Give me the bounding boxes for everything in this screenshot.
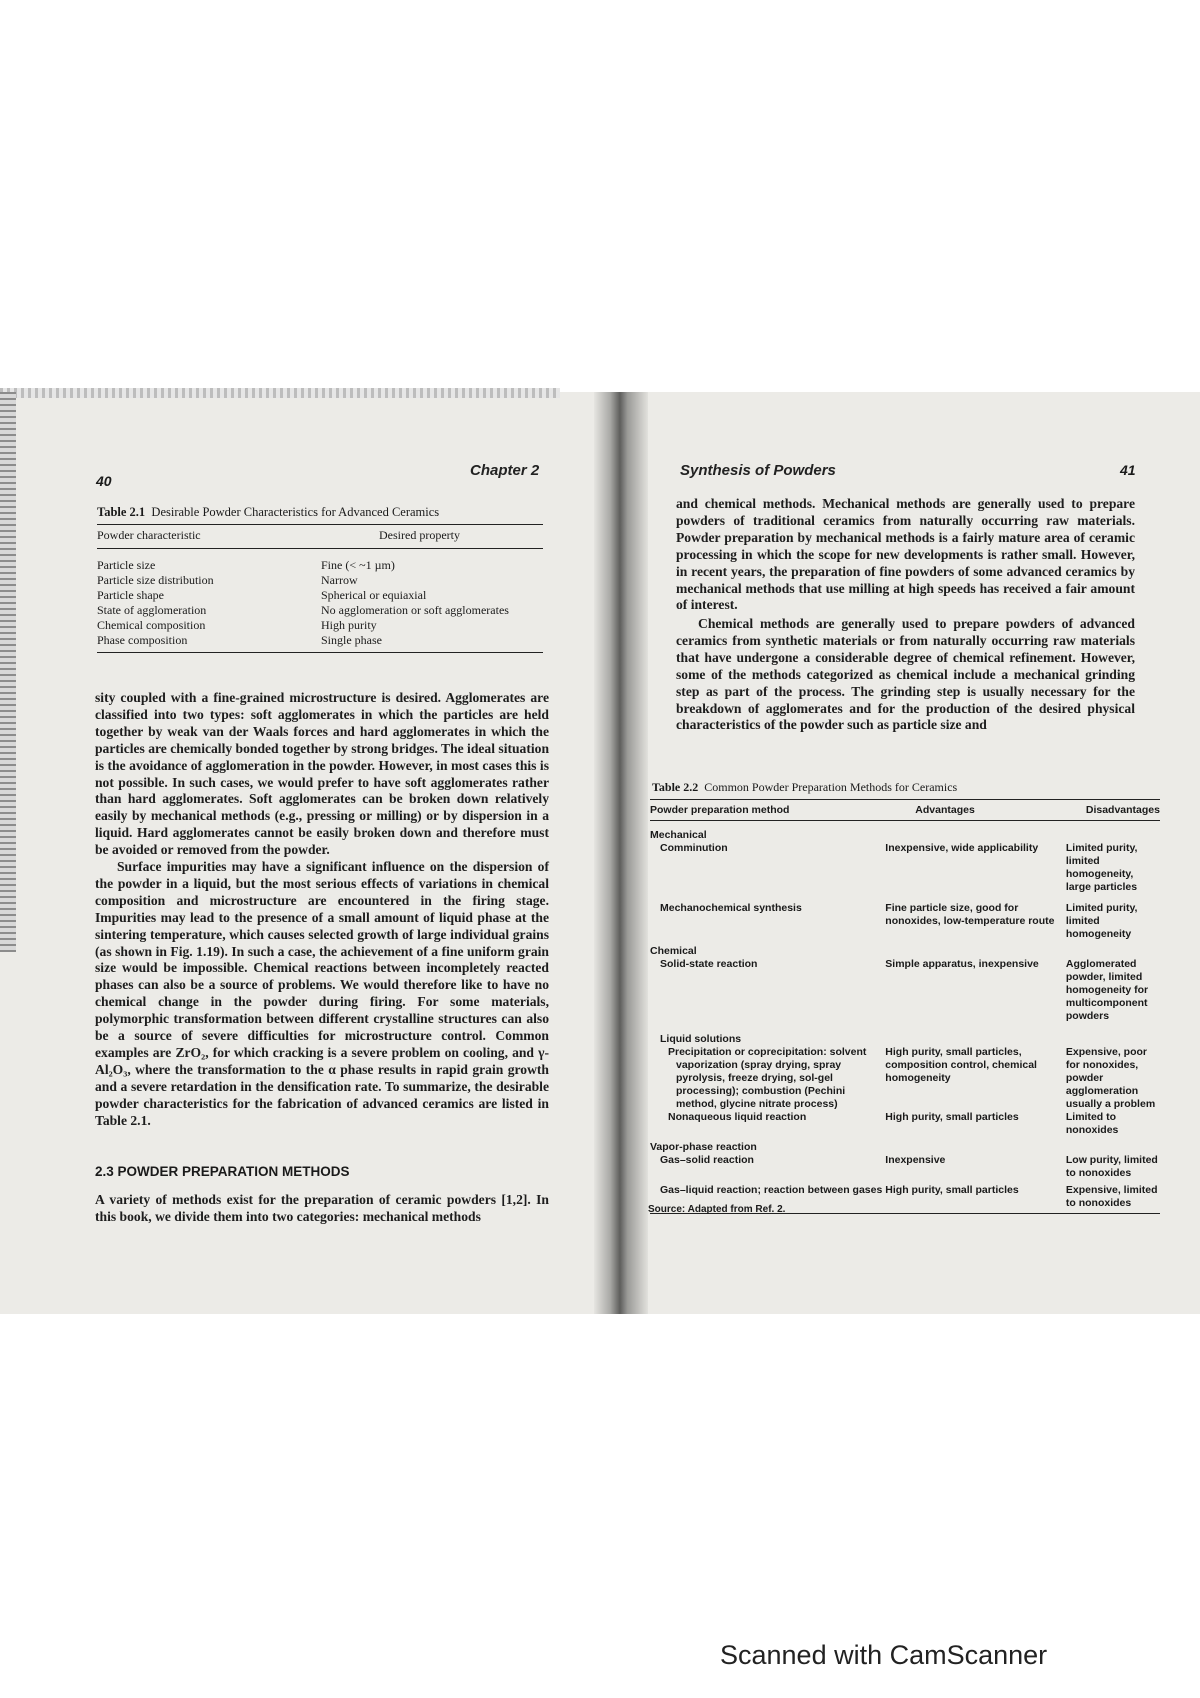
table-cell: Gas–liquid reaction; reaction between gases — [660, 1184, 883, 1196]
table-cell: Solid-state reaction — [660, 958, 758, 970]
table-cell: Inexpensive — [885, 1154, 946, 1166]
left-running-head: Chapter 2 — [470, 462, 540, 479]
left-page-number: 40 — [96, 473, 112, 489]
left-paragraph-3: A variety of methods exist for the preparation of ceramic powders [1,2]. In this book, we divide them into two categories: mechanical methods — [95, 1192, 549, 1224]
right-paragraph-2: Chemical methods are generally used to prepare powders of advanced ceramics from synthetic materials or from naturally occurring raw materials that have undergone a considerable degree of chemical refinement. However, some of the methods categorized as chemical include a mechanical grinding step as part of the process. The grinding step is usually necessary for the breakdown of agglomerates and for the production of the desired physical characteristics of the powder such as particle size and — [676, 616, 1135, 733]
table-cell: Expensive, poor for nonoxides, powder agglomeration usually a problem — [1065, 1046, 1156, 1110]
table-2-2-header-advantages: Advantages — [915, 804, 975, 816]
table-2-2-header-method: Powder preparation method — [650, 804, 790, 816]
table-cell: High purity — [321, 618, 377, 632]
table-row — [97, 618, 543, 633]
table-cell: Limited to nonoxides — [1065, 1111, 1119, 1136]
table-cell: Simple apparatus, inexpensive — [885, 958, 1039, 970]
table-cell: Nonaqueous liquid reaction — [668, 1111, 807, 1123]
table-row — [650, 941, 1160, 958]
table-2-1-header-characteristic: Powder characteristic — [97, 528, 201, 542]
scanner-watermark: Scanned with CamScanner — [720, 1640, 1048, 1670]
table-cell: Agglomerated powder, limited homogeneity for multicomponent powders — [1065, 958, 1149, 1022]
table-2-2-source-note: Source: Adapted from Ref. 2. — [648, 1204, 786, 1215]
table-2-1-label: Table 2.1 — [97, 505, 146, 519]
right-paragraph-1: and chemical methods. Mechanical methods are generally used to prepare powders of traditional ceramics from naturally occurring raw materials. Powder preparation by mechanical methods is a fairly mature area of ceramic processing in which the scope for new developments is rather small. However, in recent years, the preparation of fine powders of some advanced ceramics by mechanical methods that use milling at high speeds has received a fair amount of interest. — [676, 496, 1135, 613]
table-row — [650, 902, 1160, 941]
table-row — [650, 825, 1160, 842]
scan-edge-strip — [0, 388, 560, 398]
table-row — [97, 588, 543, 603]
table-cell: High purity, small particles — [885, 1111, 1019, 1123]
left-paragraph-1: sity coupled with a fine-grained microstructure is desired. Agglomerates are classified into two types: soft agglomerates in which the particles are held together by weak van der Waals forces and hard agglomerates in which the particles are chemically bonded together by strong bridges. The ideal situation is the avoidance of agglomeration in the powder. However, in most cases this is not possible. In such cases, we would prefer to have soft agglomerates rather than hard agglomerates. Soft agglomerates can be broken down relatively easily by mechanical methods (e.g., pressing or milling) or by dispersion in a liquid. Hard agglomerates cannot be easily broken down and therefore must be avoided or removed from the powder. — [95, 690, 550, 858]
table-cell: Vapor-phase reaction — [650, 1141, 757, 1153]
book-gutter — [594, 392, 648, 1314]
table-cell: Chemical — [650, 945, 697, 957]
table-cell: Particle size distribution — [97, 573, 214, 587]
table-2-1-top-rule — [97, 524, 543, 525]
table-row — [97, 633, 543, 648]
table-2-1-header-row — [97, 528, 543, 543]
table-cell: Phase composition — [97, 633, 188, 647]
right-running-head: Synthesis of Powders — [680, 462, 836, 479]
table-cell: Low purity, limited to nonoxides — [1065, 1154, 1158, 1179]
section-heading: 2.3 POWDER PREPARATION METHODS — [95, 1164, 350, 1179]
table-cell: High purity, small particles — [885, 1184, 1019, 1196]
table-cell: Fine (< ~1 µm) — [321, 558, 395, 572]
table-2-1-header-rule — [97, 548, 543, 549]
table-cell: Limited purity, limited homogeneity, large particles — [1065, 842, 1138, 893]
table-cell: Particle shape — [97, 588, 164, 602]
table-row — [650, 1111, 1160, 1137]
table-cell: Mechanochemical synthesis — [660, 902, 802, 914]
table-row — [650, 1029, 1160, 1046]
table-cell: Limited purity, limited homogeneity — [1065, 902, 1138, 940]
table-2-1-title: Desirable Powder Characteristics for Advanced Ceramics — [151, 505, 440, 519]
table-row — [97, 558, 543, 573]
left-paragraph-2: Surface impurities may have a significant influence on the dispersion of the powder in a liquid, but the most serious effects of variations in chemical composition and microstructure are encountered in the firing stage. Impurities may lead to the presence of a small amount of liquid phase at the sintering temperature, which causes selected growth of large individual grains (as shown in Fig. 1.19). In such a case, the achievement of a fine uniform grain size would be impossible. Chemical reactions between incompletely reacted phases can also be a source of problems. We would therefore like to have no chemical change in the powder during firing. For some materials, polymorphic transformation between different crystalline structures can also be a source of severe difficulties for microstructure control. Common examples are ZrO₂, for which cracking is a severe problem on cooling, and γ-Al₂O₃, where the transformation to the α phase results in rapid grain growth and a severe retardation in the densification rate. To summarize, the desirable powder characteristics for the fabrication of advanced ceramics are listed in Table 2.1. — [95, 859, 549, 1128]
page-edge-stack — [0, 392, 16, 952]
table-2-2-top-rule — [650, 799, 1160, 800]
table-row — [650, 1154, 1160, 1184]
table-cell: Gas–solid reaction — [660, 1154, 754, 1166]
table-cell: Particle size — [97, 558, 156, 572]
table-2-1-header-property: Desired property — [379, 528, 460, 542]
table-2-1-body — [97, 558, 543, 648]
table-2-1-bottom-rule — [97, 652, 543, 653]
table-2-1-caption — [97, 505, 439, 520]
table-2-2-caption — [652, 780, 957, 795]
table-row — [650, 1137, 1160, 1154]
table-row — [650, 958, 1160, 1029]
table-cell: Comminution — [660, 842, 728, 854]
table-cell: Spherical or equiaxial — [321, 588, 427, 602]
table-2-1 — [97, 528, 543, 543]
table-2-2-header-disadvantages: Disadvantages — [1085, 804, 1160, 816]
table-cell: Expensive, limited to nonoxides — [1065, 1184, 1158, 1209]
table-2-2-header-row — [650, 804, 1160, 820]
table-cell: Narrow — [321, 573, 358, 587]
table-cell: No agglomeration or soft agglomerates — [321, 603, 509, 617]
table-cell: Chemical composition — [97, 618, 206, 632]
table-cell: Mechanical — [650, 829, 707, 841]
table-cell: Precipitation or coprecipitation: solvent vaporization (spray drying, spray pyrolysis, freeze drying, sol-gel processing); combustion (Pechini method, glycine nitrate process) — [668, 1046, 867, 1110]
table-row — [97, 573, 543, 588]
table-row — [97, 603, 543, 618]
table-cell: Single phase — [321, 633, 382, 647]
table-cell: Inexpensive, wide applicability — [885, 842, 1039, 854]
table-2-2-title: Common Powder Preparation Methods for Ceramics — [704, 780, 958, 794]
table-cell: Liquid solutions — [660, 1033, 742, 1045]
table-cell: Fine particle size, good for nonoxides, low-temperature route — [885, 902, 1055, 927]
table-cell: High purity, small particles, composition control, chemical homogeneity — [885, 1046, 1037, 1084]
table-2-2 — [650, 804, 1160, 1214]
table-row — [650, 842, 1160, 902]
table-2-2-label: Table 2.2 — [652, 780, 699, 794]
right-page-number: 41 — [1120, 462, 1136, 478]
table-cell: State of agglomeration — [97, 603, 207, 617]
table-row — [650, 1046, 1160, 1111]
